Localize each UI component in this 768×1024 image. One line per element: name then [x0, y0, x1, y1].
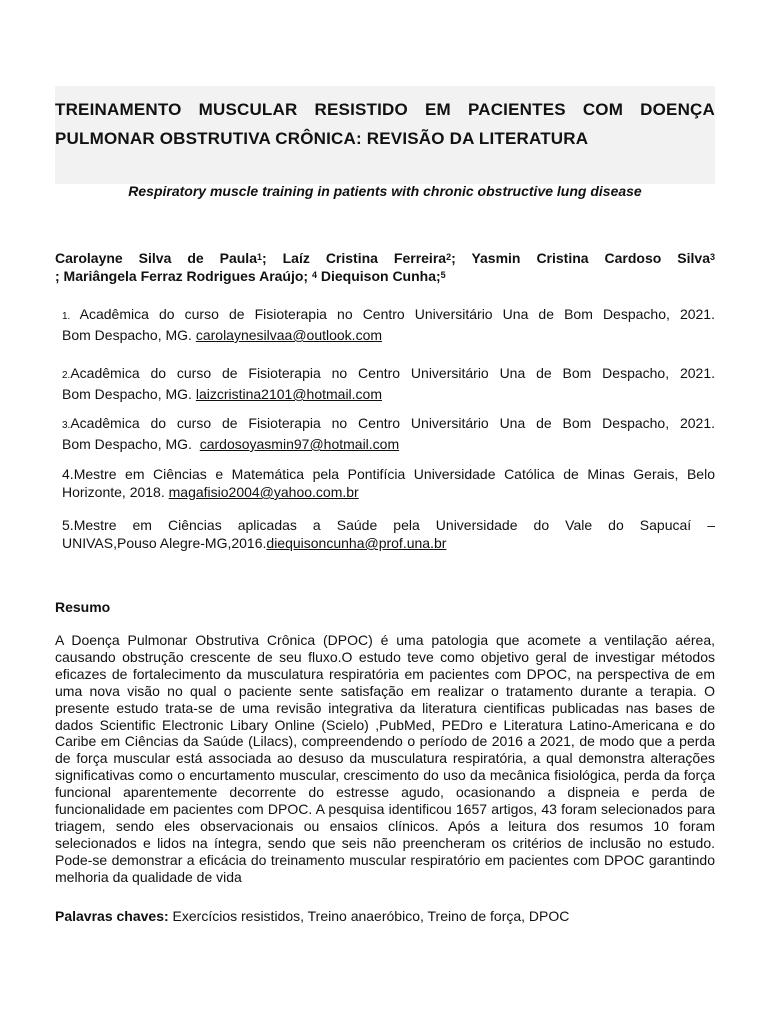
affiliation-2	[62, 364, 715, 403]
author-line-2	[55, 268, 446, 284]
author-1: Carolayne Silva de Paula	[55, 250, 257, 266]
abstract-body: A Doença Pulmonar Obstrutiva Crônica (DPOC) é uma patologia que acomete a ventilação aérea, causando obstrução crescente de seu fluxo.O estudo teve como objetivo geral de investigar métodos eficazes de fortalecimento da musculatura respiratória em pacientes com DPOC, na perspectiva de em uma nova visão no qual o paciente sente satisfação em realizar o tratamento durante a terapia. O presente estudo trata-se de uma revisão integrativa da literatura cientificas publicadas nas bases de dados Scientific Electronic Libary Online (Scielo) ,PubMed, PEDro e Literatura Latino-Americana e do Caribe em Ciências da Saúde (Lilacs), compreendendo o período de 2016 a 2021, de modo que a perda de força muscular está associada ao desuso da musculatura respiratória, a qual demonstra alterações significativas como o encurtamento muscular, crescimento do uso da mecânica fisiológica, perda da força funcional aparentemente decorrente do estresse agudo, ocasionando a dispneia e perda de funcionalidade em pacientes com DPOC. A pesquisa identificou 1657 artigos, 43 foram selecionados para triagem, sendo eles observacionais ou ensaios clínicos. Após a leitura dos resumos 10 foram selecionados e lidos na íntegra, sendo que seis não preencheram os critérios de inclusão no estudo. Pode-se demonstrar a eficácia do treinamento muscular respiratório em pacientes com DPOC garantindo melhoria da qualidade de vida	[55, 632, 715, 885]
affiliation-number: 2.	[62, 370, 71, 381]
author-2: ; Laíz Cristina Ferreira	[262, 250, 447, 266]
author-3-mark: 3	[709, 252, 715, 262]
author-2-mark: 2	[446, 252, 452, 262]
paper-title	[55, 95, 715, 153]
email-link[interactable]: laizcristina2101@hotmail.com	[195, 386, 383, 402]
author-list	[55, 249, 715, 285]
email-link[interactable]: diequisoncunha@prof.una.br	[266, 535, 447, 551]
affiliation-text: Acadêmica do curso de Fisioterapia no Centro Universitário Una de Bom Despacho, 2021.	[70, 365, 715, 381]
affiliation-location: Bom Despacho, MG.	[62, 436, 200, 452]
keywords-label: Palavras chaves:	[55, 908, 169, 924]
paper-title-line-1: TREINAMENTO MUSCULAR RESISTIDO EM PACIENTES COM DOENÇA	[55, 100, 715, 119]
affiliation-1	[62, 305, 715, 344]
keywords	[55, 907, 715, 925]
affiliation-3	[62, 414, 715, 453]
keywords-text: Exercícios resistidos, Treino anaeróbico, Treino de força, DPOC	[168, 908, 570, 924]
affiliation-location: UNIVAS,Pouso Alegre-MG,2016.	[62, 535, 267, 551]
affiliation-text: Mestre em Ciências e Matemática pela Pontifícia Universidade Católica de Minas Gerais, Belo	[73, 466, 715, 482]
affiliation-location: Horizonte, 2018.	[62, 484, 169, 500]
author-3: ; Yasmin Cristina Cardoso Silva	[451, 250, 710, 266]
affiliation-number: 3.	[62, 420, 71, 431]
author-4: ; Mariângela Ferraz Rodrigues Araújo;	[55, 268, 312, 284]
affiliation-location: Bom Despacho, MG.	[62, 386, 196, 402]
affiliation-number: 4.	[62, 466, 74, 482]
paper-title-line-2: PULMONAR OBSTRUTIVA CRÔNICA: REVISÃO DA LITERATURA	[55, 129, 589, 148]
affiliation-number: 5.	[62, 517, 74, 533]
affiliation-location: Bom Despacho, MG.	[62, 327, 196, 343]
affiliation-number: 1.	[62, 311, 71, 322]
author-1-mark: 1	[256, 252, 262, 262]
email-link[interactable]: magafisio2004@yahoo.com.br	[168, 484, 359, 500]
affiliation-4	[62, 465, 715, 501]
email-link[interactable]: cardosoyasmin97@hotmail.com	[199, 436, 400, 452]
affiliation-text: Acadêmica do curso de Fisioterapia no Centro Universitário Una de Bom Despacho, 2021.	[70, 415, 715, 431]
author-4-mark: 4	[311, 270, 317, 280]
affiliation-text: Acadêmica do curso de Fisioterapia no Centro Universitário Una de Bom Despacho, 2021.	[70, 306, 715, 322]
abstract-heading: Resumo	[55, 599, 111, 615]
paper-subtitle: Respiratory muscle training in patients with chronic obstructive lung disease	[128, 183, 642, 199]
affiliation-text: Mestre em Ciências aplicadas a Saúde pela Universidade do Vale do Sapucaí –	[73, 517, 715, 533]
author-5-mark: 5	[440, 270, 446, 280]
affiliation-5	[62, 516, 715, 552]
author-5: Diequison Cunha;	[317, 268, 441, 284]
author-line-1	[55, 249, 715, 267]
email-link[interactable]: carolaynesilvaa@outlook.com	[195, 327, 383, 343]
